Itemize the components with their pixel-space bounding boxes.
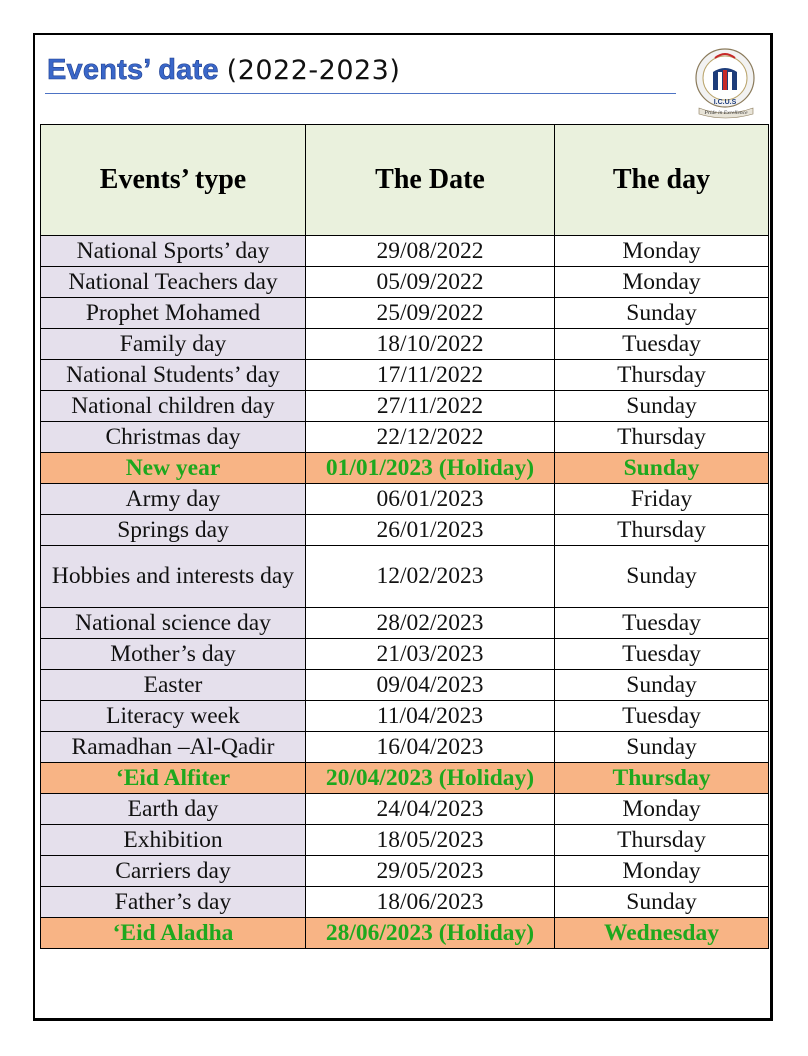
title-underline — [45, 93, 676, 94]
event-type-cell: Ramadhan –Al-Qadir — [41, 732, 306, 763]
event-type-cell: ‘Eid Alfiter — [41, 763, 306, 794]
event-date-cell: 12/02/2023 — [306, 546, 555, 608]
event-day-cell: Thursday — [555, 422, 769, 453]
header-events-type: Events’ type — [41, 125, 306, 236]
event-type-cell: Army day — [41, 484, 306, 515]
logo-motto: Pride in Excellence — [704, 110, 748, 116]
event-date-cell: 24/04/2023 — [306, 794, 555, 825]
table-row — [41, 484, 769, 515]
table-row — [41, 236, 769, 267]
event-type-cell: National science day — [41, 608, 306, 639]
event-type-cell: National children day — [41, 391, 306, 422]
table-header-row — [41, 125, 769, 236]
event-day-cell: Friday — [555, 484, 769, 515]
events-table — [40, 124, 769, 949]
table-row — [41, 732, 769, 763]
table-row — [41, 701, 769, 732]
event-day-cell: Tuesday — [555, 639, 769, 670]
table-row — [41, 763, 769, 794]
event-day-cell: Wednesday — [555, 918, 769, 949]
event-type-cell: Hobbies and interests day — [41, 546, 306, 608]
event-day-cell: Monday — [555, 794, 769, 825]
event-day-cell: Thursday — [555, 515, 769, 546]
event-day-cell: Tuesday — [555, 608, 769, 639]
event-date-cell: 22/12/2022 — [306, 422, 555, 453]
table-row — [41, 887, 769, 918]
table-row — [41, 391, 769, 422]
event-day-cell: Thursday — [555, 763, 769, 794]
event-date-cell: 21/03/2023 — [306, 639, 555, 670]
event-date-cell: 25/09/2022 — [306, 298, 555, 329]
event-type-cell: Mother’s day — [41, 639, 306, 670]
school-logo — [685, 44, 767, 120]
event-date-cell: 26/01/2023 — [306, 515, 555, 546]
event-type-cell: New year — [41, 453, 306, 484]
event-date-cell: 18/05/2023 — [306, 825, 555, 856]
event-day-cell: Thursday — [555, 360, 769, 391]
table-row — [41, 422, 769, 453]
title-main: Events’ date — [47, 54, 219, 86]
event-date-cell: 17/11/2022 — [306, 360, 555, 391]
event-date-cell: 01/01/2023 (Holiday) — [306, 453, 555, 484]
event-date-cell: 20/04/2023 (Holiday) — [306, 763, 555, 794]
title-years: (2022-2023) — [226, 55, 401, 86]
event-day-cell: Sunday — [555, 453, 769, 484]
table-row — [41, 825, 769, 856]
table-row — [41, 360, 769, 391]
event-day-cell: Sunday — [555, 670, 769, 701]
header-day: The day — [555, 125, 769, 236]
event-date-cell: 16/04/2023 — [306, 732, 555, 763]
table-row — [41, 856, 769, 887]
event-type-cell: Carriers day — [41, 856, 306, 887]
event-type-cell: Literacy week — [41, 701, 306, 732]
event-date-cell: 18/10/2022 — [306, 329, 555, 360]
event-type-cell: Prophet Mohamed — [41, 298, 306, 329]
event-date-cell: 29/05/2023 — [306, 856, 555, 887]
logo-text: I.C.U.S — [713, 99, 737, 106]
event-day-cell: Sunday — [555, 391, 769, 422]
event-type-cell: Father’s day — [41, 887, 306, 918]
table-row — [41, 329, 769, 360]
event-day-cell: Tuesday — [555, 329, 769, 360]
table-row — [41, 918, 769, 949]
event-type-cell: Family day — [41, 329, 306, 360]
header-date: The Date — [306, 125, 555, 236]
event-day-cell: Sunday — [555, 887, 769, 918]
event-type-cell: National Teachers day — [41, 267, 306, 298]
event-date-cell: 06/01/2023 — [306, 484, 555, 515]
event-type-cell: Earth day — [41, 794, 306, 825]
table-row — [41, 670, 769, 701]
table-row — [41, 453, 769, 484]
event-date-cell: 11/04/2023 — [306, 701, 555, 732]
table-row — [41, 546, 769, 608]
event-day-cell: Thursday — [555, 825, 769, 856]
event-day-cell: Sunday — [555, 298, 769, 329]
event-day-cell: Monday — [555, 267, 769, 298]
event-date-cell: 28/06/2023 (Holiday) — [306, 918, 555, 949]
event-day-cell: Sunday — [555, 546, 769, 608]
event-day-cell: Monday — [555, 856, 769, 887]
event-type-cell: National Sports’ day — [41, 236, 306, 267]
event-date-cell: 05/09/2022 — [306, 267, 555, 298]
event-date-cell: 09/04/2023 — [306, 670, 555, 701]
event-type-cell: Christmas day — [41, 422, 306, 453]
table-row — [41, 794, 769, 825]
event-type-cell: Exhibition — [41, 825, 306, 856]
table-row — [41, 608, 769, 639]
event-day-cell: Tuesday — [555, 701, 769, 732]
event-date-cell: 28/02/2023 — [306, 608, 555, 639]
event-day-cell: Sunday — [555, 732, 769, 763]
table-row — [41, 639, 769, 670]
event-type-cell: Springs day — [41, 515, 306, 546]
event-date-cell: 18/06/2023 — [306, 887, 555, 918]
table-row — [41, 298, 769, 329]
page-title — [47, 50, 400, 90]
event-type-cell: National Students’ day — [41, 360, 306, 391]
event-type-cell: Easter — [41, 670, 306, 701]
table-row — [41, 267, 769, 298]
event-type-cell: ‘Eid Aladha — [41, 918, 306, 949]
event-date-cell: 29/08/2022 — [306, 236, 555, 267]
table-row — [41, 515, 769, 546]
event-day-cell: Monday — [555, 236, 769, 267]
event-date-cell: 27/11/2022 — [306, 391, 555, 422]
